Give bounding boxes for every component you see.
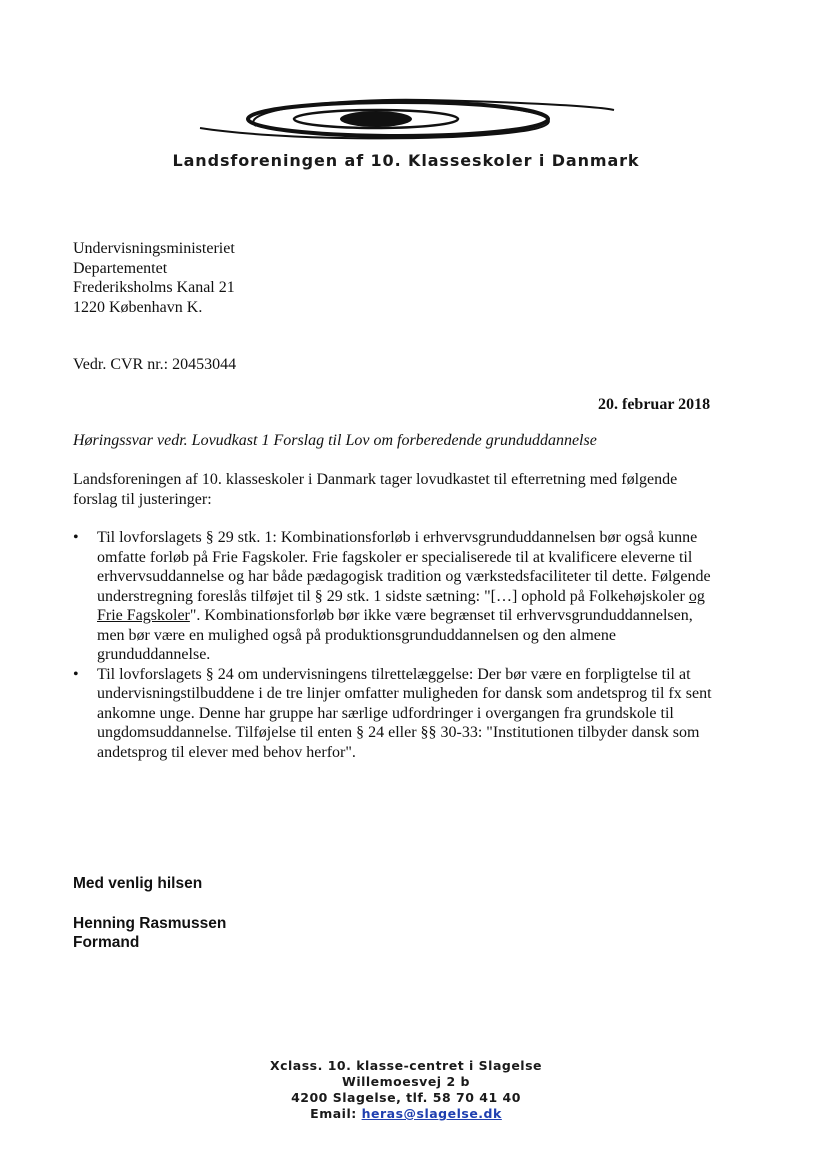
proposal-line: Til lovforslagets § 24 om undervisningens tilrettelæggelse: Der bør være en forpligtelse til at (97, 665, 691, 683)
proposal-line: erhvervsuddannelse og har både pædagogisk tradition og værkstedsfaciliteter til dette. Følgende (97, 568, 711, 585)
footer-line: Willemoesvej 2 b (342, 1074, 470, 1089)
cvr-reference: Vedr. CVR nr.: 20453044 (73, 356, 237, 373)
proposal-line (97, 606, 723, 626)
intro-paragraph (73, 470, 723, 509)
proposal-line: undervisningstilbuddene i de tre linjer omfatter muligheden for dansk som andetsprog til fx sent (97, 685, 712, 702)
address-line: 1220 København K. (73, 298, 203, 316)
address-line: Undervisningsministeriet (73, 240, 235, 257)
proposal-text: ". Kombinationsforløb bør ikke være begrænset til erhvervsgrunduddannelsen, (189, 607, 693, 624)
organization-logo (196, 96, 616, 144)
proposal-line: Til lovforslagets § 29 stk. 1: Kombinationsforløb i erhvervsgrunduddannelsen bør også kunne (97, 529, 698, 546)
recipient-address (73, 239, 235, 317)
letter-footer (0, 1058, 812, 1122)
email-label: Email: (310, 1106, 362, 1121)
email-link[interactable]: heras@slagelse.dk (361, 1106, 502, 1121)
organization-name: Landsforeningen af 10. Klasseskoler i Danmark (172, 151, 640, 170)
proposal-line: grunduddannelse. (97, 646, 211, 663)
bullet-icon: • (73, 529, 79, 546)
letter-date: 20. februar 2018 (598, 396, 711, 413)
proposal-item (73, 665, 723, 763)
intro-line: forslag til justeringer: (73, 490, 212, 508)
proposal-text: understregning foreslås tilføjet til § 29 stk. 1 sidste sætning: "[…] ophold på Folkehøjskoler (97, 587, 689, 605)
proposal-line (97, 587, 723, 607)
footer-email-line (0, 1106, 812, 1122)
intro-line: Landsforeningen af 10. klasseskoler i Danmark tager lovudkastet til efterretning med følgende (73, 471, 678, 488)
proposal-line: andetsprog til elever med behov herfor". (97, 743, 356, 761)
footer-line: Xclass. 10. klasse-centret i Slagelse (269, 1058, 543, 1073)
letter-subject: Høringssvar vedr. Lovudkast 1 Forslag til Lov om forberedende grunduddannelse (73, 432, 597, 449)
address-line: Departementet (73, 259, 168, 277)
proposal-item (73, 528, 723, 665)
proposal-line: men bør være en mulighed også på produktionsgrunduddannelsen og den almene (97, 626, 616, 644)
signature-block (73, 914, 226, 952)
signer-name: Henning Rasmussen (73, 915, 227, 932)
signer-title: Formand (73, 934, 140, 951)
proposal-line: omfatte forløb på Frie Fagskoler. Frie fagskoler er specialiserede til at kvalificere eleverne til (97, 548, 693, 566)
proposal-line: ungdomsuddannelse. Tilføjelse til enten § 24 eller §§ 30-33: "Institutionen tilbyder dansk som (97, 724, 700, 741)
closing-salutation: Med venlig hilsen (73, 875, 203, 892)
proposal-list (73, 528, 723, 762)
proposal-line: ankomne unge. Denne har gruppe har særlige udfordringer i overgangen fra grundskole til (97, 704, 674, 722)
address-line: Frederiksholms Kanal 21 (73, 279, 235, 296)
underlined-text: Frie Fagskoler (97, 607, 190, 624)
footer-line: 4200 Slagelse, tlf. 58 70 41 40 (291, 1090, 521, 1105)
logo-core (340, 111, 412, 127)
bullet-icon: • (73, 665, 79, 683)
underlined-text: og (688, 587, 705, 605)
